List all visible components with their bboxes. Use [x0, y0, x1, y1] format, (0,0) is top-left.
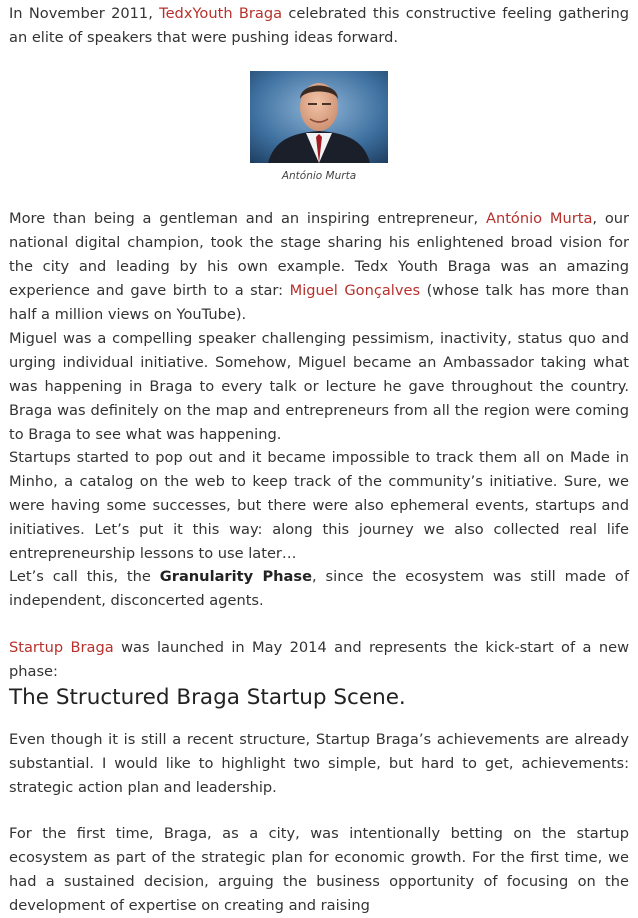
section-heading: The Structured Braga Startup Scene.	[9, 685, 406, 710]
intro-text-before: In November 2011,	[9, 5, 160, 22]
tedxyouth-braga-link[interactable]: TedxYouth Braga	[159, 5, 283, 22]
murta-text-3: (whose talk has more than half a million views on YouTube).	[9, 282, 629, 323]
launch-paragraph	[9, 636, 629, 684]
launch-text-after: was launched in May 2014 and represents the kick-start of a new phase:	[9, 639, 630, 680]
murta-paragraph	[9, 207, 629, 327]
strategic-plan-paragraph: For the first time, Braga, as a city, was intentionally betting on the startup ecosystem as part of the strategic plan for economic growth. For the first time, we had a sustained decision, arguing the business opportunity of focusing on the development of expertise on creating and raising	[9, 825, 629, 914]
granularity-phase-term: Granularity Phase	[159, 568, 312, 585]
granularity-text-after: , since the ecosystem was still made of independent, disconcerted agents.	[9, 568, 629, 609]
intro-text-after: celebrated this constructive feeling gathering an elite of speakers that were pushing ideas forward.	[9, 5, 629, 46]
granularity-text-before: Let’s call this, the	[9, 568, 160, 585]
startups-paragraph: Startups started to pop out and it became impossible to track them all on Made in Minho, a catalog on the web to keep track of the community’s initiative. Sure, we were having some successes, but there were also ephemeral events, startups and initiatives. Let’s put it this way: along this journey we also collected real life entrepreneurship lessons to use later…	[9, 449, 629, 562]
startup-braga-link[interactable]: Startup Braga	[9, 639, 114, 656]
antonio-murta-photo	[250, 71, 388, 163]
granularity-paragraph	[9, 565, 629, 613]
antonio-murta-link[interactable]: António Murta	[485, 210, 593, 227]
portrait-figure	[250, 71, 388, 163]
murta-text-2: , our national digital champion, took the stage sharing his enlightened broad vision for the city and leading by his own example. Tedx Youth Braga was an amazing experience and gave birth to a star:	[9, 210, 629, 299]
photo-caption: António Murta	[281, 170, 357, 182]
murta-text-1: More than being a gentleman and an inspiring entrepreneur,	[9, 210, 486, 227]
intro-paragraph	[9, 2, 629, 50]
miguel-paragraph: Miguel was a compelling speaker challenging pessimism, inactivity, status quo and urging individual initiative. Somehow, Miguel became an Ambassador taking what was happening in Braga to every talk or lecture he gave throughout the country. Braga was definitely on the map and entrepreneurs from all the region were coming to Braga to see what was happening.	[9, 330, 629, 443]
miguel-goncalves-link[interactable]: Miguel Gonçalves	[289, 282, 421, 299]
achievements-paragraph: Even though it is still a recent structure, Startup Braga’s achievements are already substantial. I would like to highlight two simple, but hard to get, achievements: strategic action plan and leadership.	[9, 731, 629, 796]
